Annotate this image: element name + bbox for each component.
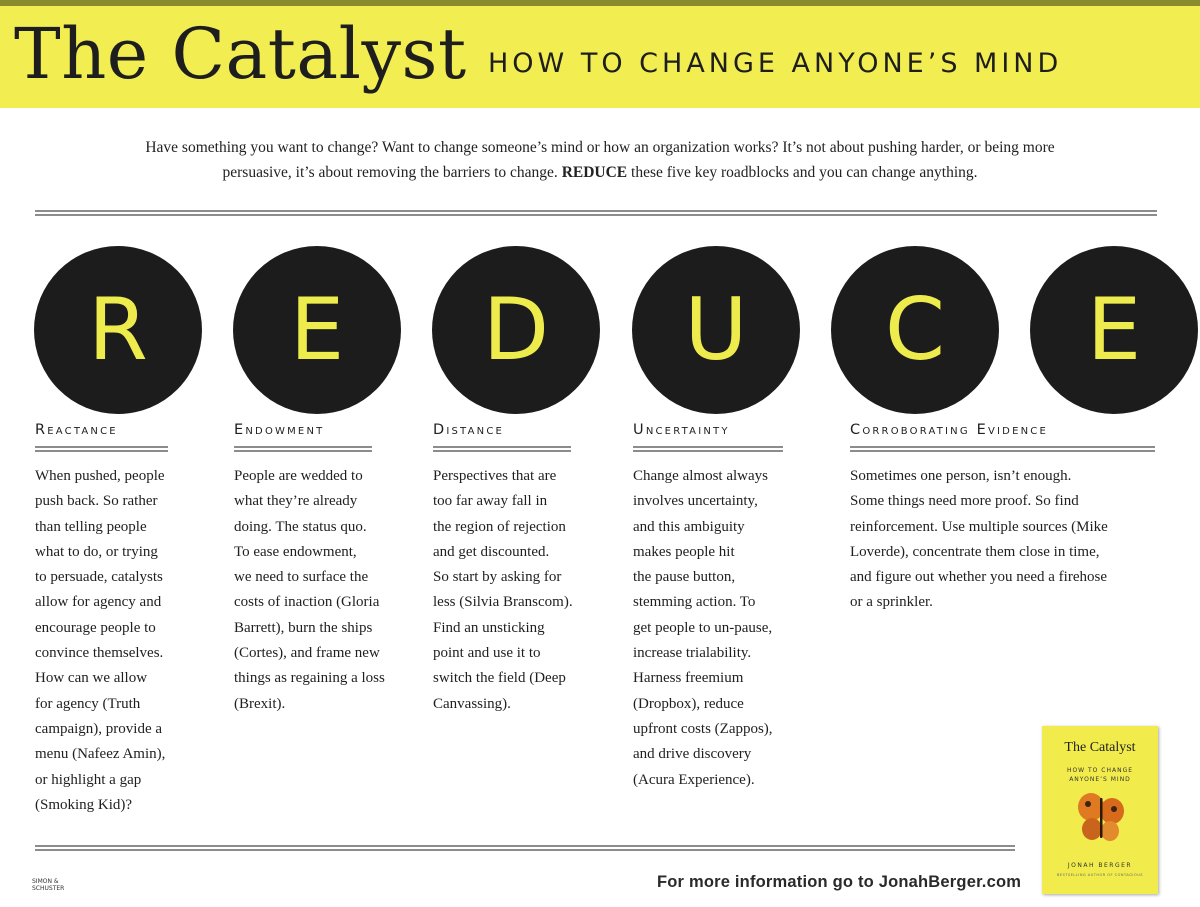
text-line: get people to un-pause, xyxy=(633,619,773,636)
text-line: point and use it to xyxy=(433,645,541,662)
text-line: Canvassing). xyxy=(433,695,511,712)
intro-paragraph xyxy=(60,135,1140,185)
text-line: less (Silvia Branscom). xyxy=(433,594,573,611)
text-line: things as regaining a loss xyxy=(234,670,385,687)
text-line: campaign), provide a xyxy=(35,720,163,737)
text-line: increase trialability. xyxy=(633,645,752,662)
publisher-logo-line: SIMON & xyxy=(32,878,59,885)
title-banner xyxy=(0,6,1200,108)
text-line: or highlight a gap xyxy=(35,771,142,788)
text-line: and figure out whether you need a firehose xyxy=(850,569,1107,586)
text-line: (Smoking Kid)? xyxy=(35,796,133,813)
column-reactance xyxy=(35,420,205,818)
text-line: Find an unsticking xyxy=(433,619,545,636)
text-line: the pause button, xyxy=(633,569,736,586)
butterfly-icon xyxy=(1076,790,1126,844)
book-author: JONAH BERGER xyxy=(1067,862,1133,869)
heading-rule xyxy=(633,446,783,452)
text-line: encourage people to xyxy=(35,619,156,636)
text-line: menu (Nafeez Amin), xyxy=(35,746,166,763)
text-line: Sometimes one person, isn’t enough. xyxy=(850,468,1072,484)
text-line: convince themselves. xyxy=(35,645,164,662)
column-body xyxy=(850,464,1155,616)
book-subtitle xyxy=(1042,766,1158,784)
page-title: The Catalyst xyxy=(14,13,467,95)
column-endowment xyxy=(234,420,404,717)
letter-circle-r: R xyxy=(34,246,202,414)
intro-line-2-end: these five key roadblocks and you can change anything. xyxy=(631,164,978,181)
column-heading: Corroborating Evidence xyxy=(850,422,1048,438)
column-body xyxy=(234,464,404,717)
letter-circle-u: U xyxy=(632,246,800,414)
text-line: we need to surface the xyxy=(234,569,369,586)
text-line: makes people hit xyxy=(633,543,735,560)
text-line: upfront costs (Zappos), xyxy=(633,720,773,737)
column-distance xyxy=(433,420,603,717)
letter-circle-e2: E xyxy=(1030,246,1198,414)
footer-info-link[interactable]: For more information go to JonahBerger.com xyxy=(657,873,1022,891)
column-uncertainty xyxy=(633,420,808,793)
book-cover xyxy=(1042,726,1158,894)
divider-top xyxy=(35,210,1157,216)
letter-circle-d: D xyxy=(432,246,600,414)
text-line: involves uncertainty, xyxy=(633,493,758,510)
column-corroborating-evidence xyxy=(850,420,1155,616)
intro-emphasis: REDUCE xyxy=(561,164,628,181)
heading-rule xyxy=(850,446,1155,452)
text-line: (Brexit). xyxy=(234,695,286,712)
text-line: what they’re already xyxy=(234,493,358,510)
text-line: stemming action. To xyxy=(633,594,756,611)
text-line: Change almost always xyxy=(633,468,768,484)
text-line: for agency (Truth xyxy=(35,695,141,712)
text-line: (Acura Experience). xyxy=(633,771,755,788)
text-line: How can we allow xyxy=(35,670,148,687)
letter-circle-e: E xyxy=(233,246,401,414)
text-line: the region of rejection xyxy=(433,518,566,535)
heading-rule xyxy=(35,446,168,452)
publisher-logo-line: SCHUSTER xyxy=(32,885,65,892)
text-line: and drive discovery xyxy=(633,746,752,763)
text-line: Some things need more proof. So find xyxy=(850,493,1079,510)
text-line: and get discounted. xyxy=(433,543,550,560)
heading-rule xyxy=(234,446,372,452)
text-line: Barrett), burn the ships xyxy=(234,619,373,636)
column-heading: Endowment xyxy=(234,422,325,438)
text-line: too far away fall in xyxy=(433,493,548,510)
column-heading: Reactance xyxy=(35,422,118,438)
divider-bottom xyxy=(35,845,1015,851)
text-line: So start by asking for xyxy=(433,569,562,586)
column-body xyxy=(633,464,808,793)
text-line: what to do, or trying xyxy=(35,543,158,560)
text-line: doing. The status quo. xyxy=(234,518,367,535)
intro-line-2-start: persuasive, it’s about removing the barriers to change. xyxy=(222,164,558,181)
text-line: costs of inaction (Gloria xyxy=(234,594,380,611)
text-line: Loverde), concentrate them close in time, xyxy=(850,543,1100,560)
text-line: People are wedded to xyxy=(234,468,363,484)
text-line: Perspectives that are xyxy=(433,468,557,484)
column-body xyxy=(35,464,205,818)
text-line: To ease endowment, xyxy=(234,543,357,560)
text-line: switch the field (Deep xyxy=(433,670,566,687)
publisher-logo xyxy=(32,878,82,894)
column-heading: Uncertainty xyxy=(633,422,730,438)
text-line: than telling people xyxy=(35,518,147,535)
text-line: (Dropbox), reduce xyxy=(633,695,744,712)
page-subtitle: HOW TO CHANGE ANYONE’S MIND xyxy=(488,48,1063,79)
book-title: The Catalyst xyxy=(1064,740,1136,755)
column-body xyxy=(433,464,603,717)
text-line: push back. So rather xyxy=(35,493,158,510)
text-line: reinforcement. Use multiple sources (Mike xyxy=(850,518,1108,535)
text-line: to persuade, catalysts xyxy=(35,569,163,586)
book-author-note: BESTSELLING AUTHOR OF CONTAGIOUS xyxy=(1057,873,1143,877)
text-line: When pushed, people xyxy=(35,468,165,484)
text-line: (Cortes), and frame new xyxy=(234,645,380,662)
letter-circle-c: C xyxy=(831,246,999,414)
heading-rule xyxy=(433,446,571,452)
book-subtitle-line: ANYONE’S MIND xyxy=(1069,776,1131,783)
book-subtitle-line: HOW TO CHANGE xyxy=(1066,767,1134,774)
column-heading: Distance xyxy=(433,422,505,438)
text-line: Harness freemium xyxy=(633,670,744,687)
text-line: and this ambiguity xyxy=(633,518,745,535)
intro-line-1: Have something you want to change? Want to change someone’s mind or how an organization works? It’s not about pushing harder, or being more xyxy=(145,139,1055,156)
text-line: allow for agency and xyxy=(35,594,162,611)
text-line: or a sprinkler. xyxy=(850,594,933,611)
